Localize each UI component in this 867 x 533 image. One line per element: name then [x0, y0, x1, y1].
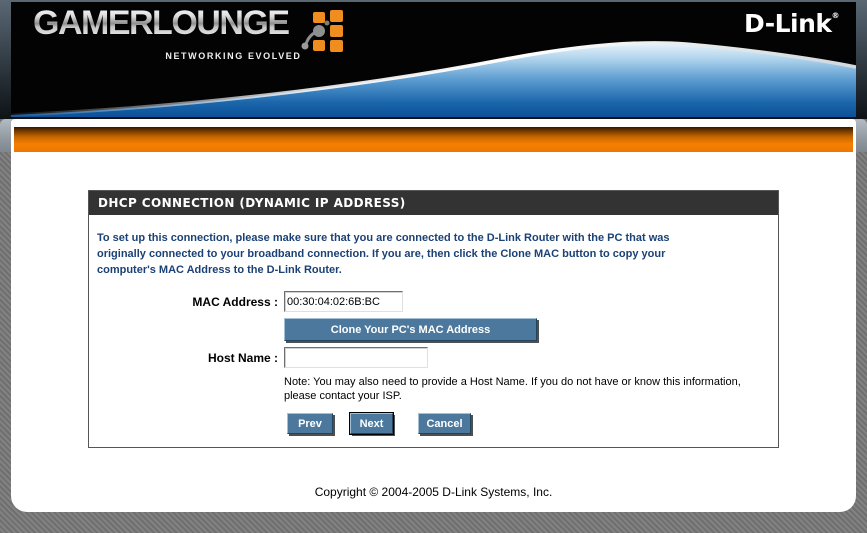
circuit-squares-icon — [294, 8, 348, 54]
gamerlounge-wordmark: GAMERLOUNGE — [33, 4, 289, 42]
intro-line: originally connected to your broadband connection. If you are, then click the Clone MAC button to copy your — [97, 248, 666, 260]
host-name-row — [97, 347, 770, 368]
mac-address-row — [97, 291, 770, 312]
mac-address-label: MAC Address : — [192, 294, 278, 309]
wizard-intro — [97, 230, 770, 278]
wizard-title: DHCP CONNECTION (DYNAMIC IP ADDRESS) — [89, 191, 778, 215]
copyright-text: Copyright © 2004-2005 D-Link Systems, Inc. — [314, 485, 553, 499]
dlink-logo — [744, 9, 839, 38]
site-header — [11, 2, 856, 117]
cancel-button[interactable]: Cancel — [418, 413, 471, 434]
host-name-note — [284, 376, 770, 403]
intro-line: computer's MAC Address to the D-Link Router. — [97, 264, 342, 276]
wizard-body — [89, 215, 778, 447]
registered-mark: ® — [831, 11, 839, 20]
content-panel — [11, 119, 856, 512]
next-button[interactable]: Next — [350, 413, 393, 434]
note-line: please contact your ISP. — [284, 389, 402, 402]
clone-button-row — [284, 312, 770, 341]
intro-line: To set up this connection, please make sure that you are connected to the D-Link Router with the PC that was — [97, 232, 670, 244]
clone-mac-button[interactable]: Clone Your PC's MAC Address — [284, 318, 537, 341]
accent-bar — [14, 127, 853, 152]
header-band — [0, 0, 867, 119]
brand-tagline: NETWORKING EVOLVED — [165, 51, 302, 61]
host-name-label: Host Name : — [207, 350, 278, 365]
wizard-nav-buttons — [284, 413, 770, 434]
note-line: Note: You may also need to provide a Host Name. If you do not have or know this information, — [284, 376, 741, 388]
gamerlounge-logo — [33, 6, 348, 61]
dlink-logo-text: D-Link — [743, 9, 832, 38]
wizard-box — [88, 190, 779, 448]
mac-address-input[interactable] — [284, 291, 403, 312]
prev-button[interactable]: Prev — [287, 413, 333, 434]
host-name-input[interactable] — [284, 347, 428, 368]
